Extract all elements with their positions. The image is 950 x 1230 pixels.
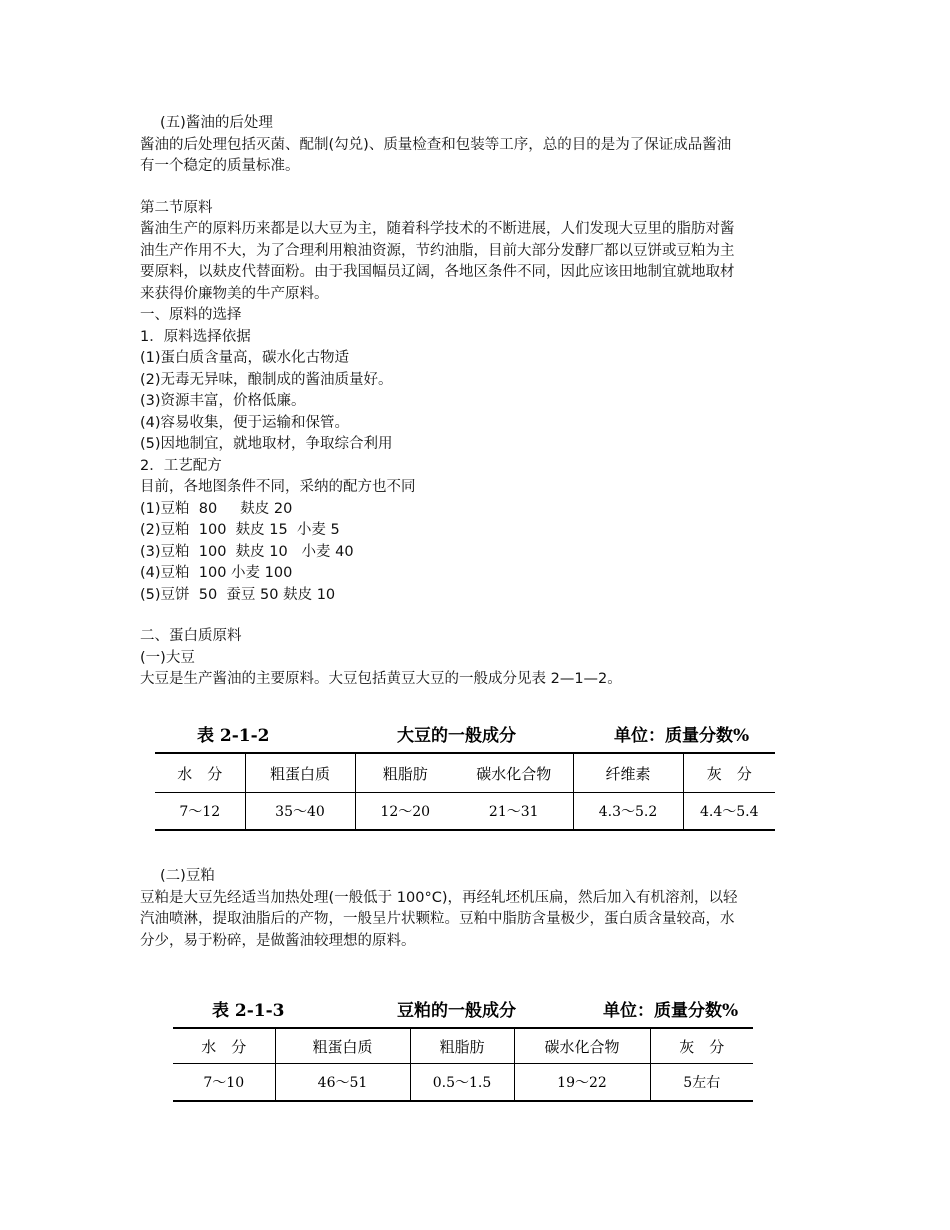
- list-item: (4)容易收集，便于运输和保管。: [140, 415, 350, 431]
- formula-item: (1)豆粕 80 麸皮 20: [140, 501, 293, 517]
- header-ash: 灰 分: [650, 1028, 753, 1064]
- header-crude-protein: 粗蛋白质: [245, 753, 355, 793]
- cell-fiber: 4.3～5.2: [573, 793, 683, 831]
- paragraph-line: 大豆是生产酱油的主要原料。大豆包括黄豆大豆的一般成分见表 2—1—2。: [140, 671, 622, 687]
- cell-crude-protein: 46～51: [275, 1064, 410, 1102]
- paragraph-line: 来获得价廉物美的牛产原料。: [140, 286, 329, 302]
- table1-unit: 单位：质量分数%: [614, 726, 750, 746]
- cell-crude-fat: 12～20: [380, 804, 431, 820]
- header-carbohydrate: 碳水化合物: [455, 753, 573, 793]
- formula-item: (2)豆粕 100 麸皮 15 小麦 5: [140, 522, 340, 538]
- list-item: (2)无毒无异味，酿制成的酱油质量好。: [140, 372, 393, 388]
- cell-crude-protein: 35～40: [245, 793, 355, 831]
- table-header-row: [155, 753, 775, 793]
- header-carbohydrate: 碳水化合物: [514, 1028, 650, 1064]
- section-heading-raw-materials: 第二节原料: [140, 200, 213, 216]
- paragraph-line: 酱油生产的原料历来都是以大豆为主，随着科学技术的不断进展，人们发现大豆里的脂肪对酱: [140, 221, 735, 237]
- soybean-meal-composition-table: [173, 1027, 753, 1102]
- paragraph-line: 汽油喷淋，提取油脂后的产物，一般呈片状颗粒。豆粕中脂肪含量极少，蛋白质含量较高，水: [140, 911, 735, 927]
- cell-ash: 5左右: [683, 1075, 721, 1091]
- list-item: (1)蛋白质含量高，碳水化古物适: [140, 350, 350, 366]
- table2-unit: 单位：质量分数%: [603, 1001, 739, 1021]
- header-crude-protein: 粗蛋白质: [275, 1028, 410, 1064]
- cell-ash: 4.4～5.4: [699, 804, 759, 820]
- subheading: 1．原料选择依据: [140, 329, 251, 345]
- subheading: (二)豆粕: [160, 868, 215, 884]
- header-moisture: 水 分: [173, 1028, 275, 1064]
- header-fiber: 纤维素: [573, 753, 683, 793]
- cell-carbohydrate: 21～31: [455, 793, 573, 831]
- paragraph-line: 油生产作用不大，为了合理利用粮油资源，节约油脂，目前大部分发酵厂都以豆饼或豆粕为主: [140, 243, 735, 259]
- subheading: 二、蛋白质原料: [140, 628, 242, 644]
- table1-title: 大豆的一般成分: [397, 726, 516, 746]
- table-header-row: [173, 1028, 753, 1064]
- subheading: 2．工艺配方: [140, 458, 222, 474]
- paragraph-line: 有一个稳定的质量标准。: [140, 158, 300, 174]
- subheading: (一)大豆: [140, 650, 195, 666]
- table-row: [173, 1064, 753, 1102]
- table1-number: 表 2-1-2: [197, 726, 270, 746]
- paragraph-line: 酱油的后处理包括灭菌、配制(勾兑)、质量检查和包装等工序，总的目的是为了保证成品酱油: [140, 137, 732, 153]
- header-ash: 灰 分: [683, 753, 775, 793]
- header-moisture: 水 分: [155, 753, 245, 793]
- subheading: 一、原料的选择: [140, 307, 242, 323]
- paragraph-line: 分少，易于粉碎，是做酱油较理想的原料。: [140, 933, 416, 949]
- list-item: (5)因地制宜，就地取材，争取综合利用: [140, 436, 393, 452]
- header-crude-fat: 粗脂肪: [410, 1028, 514, 1064]
- cell-crude-fat: 0.5～1.5: [410, 1064, 514, 1102]
- paragraph-line: 豆粕是大豆先经适当加热处理(一般低于 100°C)，再经轧坯机压扁，然后加入有机溶剂，以轻: [140, 890, 738, 906]
- soybean-composition-table: [155, 752, 775, 831]
- formula-item: (4)豆粕 100 小麦 100: [140, 565, 293, 581]
- header-crude-fat: 粗脂肪: [355, 753, 455, 793]
- table-row: [155, 793, 775, 831]
- section-heading-post-processing: (五)酱油的后处理: [160, 115, 273, 131]
- paragraph-line: 目前，各地图条件不同，采纳的配方也不同: [140, 479, 416, 495]
- cell-moisture: 7～10: [173, 1064, 275, 1102]
- paragraph-line: 要原料，以麸皮代替面粉。由于我国幅员辽阔，各地区条件不同，因此应该田地制宜就地取材: [140, 264, 735, 280]
- formula-item: (5)豆饼 50 蚕豆 50 麸皮 10: [140, 587, 336, 603]
- list-item: (3)资源丰富，价格低廉。: [140, 393, 306, 409]
- formula-item: (3)豆粕 100 麸皮 10 小麦 40: [140, 544, 354, 560]
- cell-carbohydrate: 19～22: [514, 1064, 650, 1102]
- cell-moisture: 7～12: [155, 793, 245, 831]
- table2-number: 表 2-1-3: [212, 1001, 285, 1021]
- table2-title: 豆粕的一般成分: [397, 1001, 516, 1021]
